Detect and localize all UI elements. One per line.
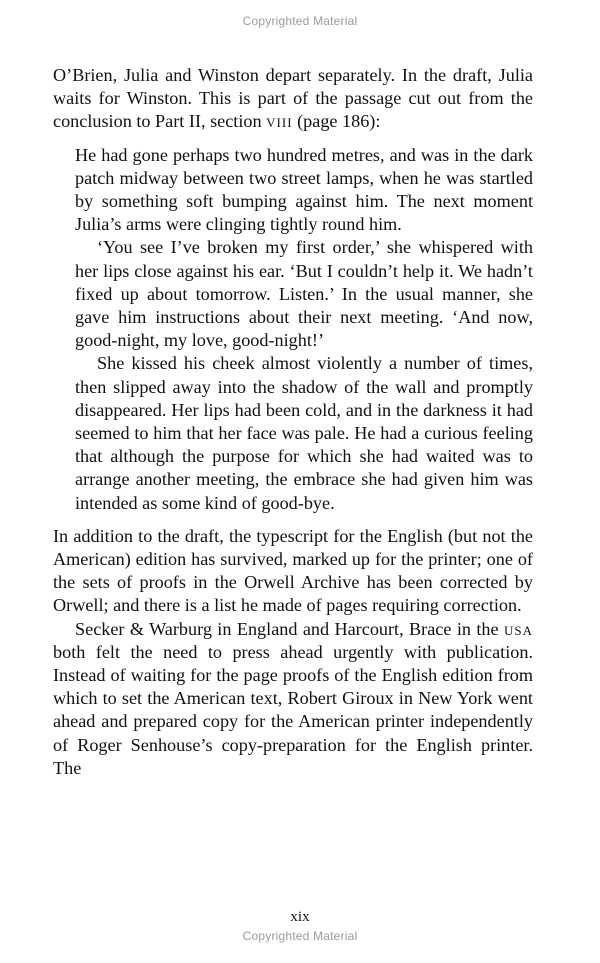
quote-paragraph-1: He had gone perhaps two hundred metres, and was in the dark patch midway between two street lamps, when he was startled by something soft bumping against him. The next moment Julia’s arms were clinging tightly round him. xyxy=(75,144,533,235)
usa-abbreviation: usa xyxy=(503,618,533,639)
quote-paragraph-2: ‘You see I’ve broken my first order,’ she whispered with her lips close against his ear. ‘But I couldn’t help it. We hadn’t fixed up about tomorrow. Listen.’ In the usual manner, she gave him instructions about their next meeting. ‘And now, good-night, my love, good-night!’ xyxy=(75,237,533,351)
body-paragraph-1: In addition to the draft, the typescript for the English (but not the American) edition has survived, marked up for the printer; one of the sets of proofs in the Orwell Archive has been corrected by Orwell; and there is a list he made of pages requiring correction. xyxy=(53,525,533,616)
page-body xyxy=(53,64,533,780)
section-numeral: viii xyxy=(266,111,293,132)
paragraph2-text-after: both felt the need to press ahead urgently with publication. Instead of waiting for the page proofs of the English edition from which to set the American text, Robert Giroux in New York went ahead and prepared copy for the American printer independently of Roger Senhouse’s copy-preparation for the English printer. The xyxy=(53,641,533,778)
intro-text-before: O’Brien, Julia and Winston depart separately. In the draft, Julia waits for Winston. This is part of the passage cut out from the conclusion to Part II, section xyxy=(53,65,533,132)
intro-text-after: (page 186): xyxy=(292,111,381,132)
block-quote xyxy=(53,144,533,515)
quote-paragraph-3: She kissed his cheek almost violently a number of times, then slipped away into the shadow of the wall and promptly disappeared. Her lips had been cold, and in the darkness it had seemed to him that her face was pale. He had a curious feeling that although the purpose for which she had waited was to arrange another meeting, the embrace she had given him was intended as some kind of good-bye. xyxy=(75,353,533,513)
body-paragraph-2 xyxy=(53,618,533,780)
intro-paragraph xyxy=(53,64,533,134)
page-number: xix xyxy=(290,909,310,925)
paragraph2-text-before: Secker & Warburg in England and Harcourt, Brace in the xyxy=(75,618,504,639)
watermark-bottom: Copyrighted Material xyxy=(242,929,358,943)
watermark-top: Copyrighted Material xyxy=(242,14,358,28)
